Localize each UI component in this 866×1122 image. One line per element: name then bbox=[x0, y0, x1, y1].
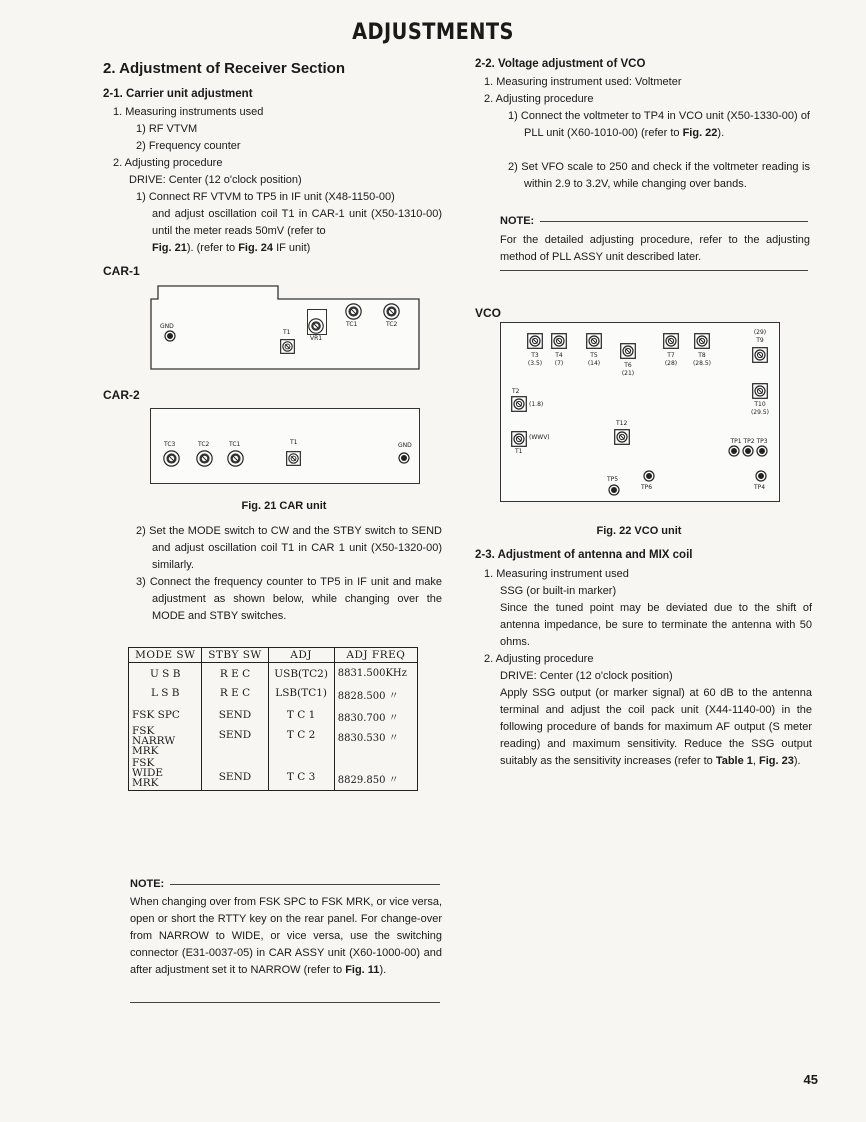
trimmer-icon bbox=[196, 450, 213, 467]
t1-label: T1 bbox=[283, 329, 291, 336]
table-row: FSK WIDE MRK SEND T C 3 8829.850 〃 bbox=[129, 757, 418, 791]
t3-label: T3 bbox=[531, 352, 539, 359]
t1-value: (WWV) bbox=[529, 434, 550, 441]
instrument-line: SSG (or built-in marker) bbox=[500, 585, 617, 597]
table-row: L S B R E C LSB(TC1) 8828.500 〃 bbox=[129, 681, 418, 703]
coil-icon bbox=[586, 333, 602, 349]
table-header: MODE SW bbox=[129, 648, 202, 663]
vco-diagram bbox=[500, 322, 780, 502]
page-title: ADJUSTMENTS bbox=[352, 20, 514, 45]
t12-label: T12 bbox=[616, 420, 628, 427]
car1-label: CAR-1 bbox=[103, 264, 140, 278]
t5-label: T5 bbox=[590, 352, 598, 359]
test-point-icon bbox=[728, 445, 740, 457]
t1-label: T1 bbox=[290, 439, 298, 446]
table-header: ADJ FREQ bbox=[334, 648, 417, 663]
vr1-label: VR1 bbox=[310, 335, 323, 342]
tc2-label: TC2 bbox=[386, 321, 398, 328]
t2-value: (1.8) bbox=[529, 401, 544, 408]
t7-label: T7 bbox=[667, 352, 675, 359]
coil-icon bbox=[663, 333, 679, 349]
coil-icon bbox=[511, 431, 527, 447]
subsection-heading: 2-2. Voltage adjustment of VCO bbox=[475, 58, 646, 70]
table-header: ADJ bbox=[268, 648, 334, 663]
t9-value: (29) bbox=[753, 329, 767, 336]
test-point-icon bbox=[755, 470, 767, 482]
note-heading: NOTE: bbox=[500, 215, 808, 227]
t8-label: T8 bbox=[698, 352, 706, 359]
coil-icon bbox=[752, 383, 768, 399]
figure-caption: Fig. 21 CAR unit bbox=[241, 500, 327, 512]
t8-value: (28.5) bbox=[692, 360, 712, 367]
subsection-heading: 2-3. Adjustment of antenna and MIX coil bbox=[475, 549, 693, 561]
note-rule bbox=[500, 270, 808, 271]
t10-label: T10 bbox=[754, 401, 766, 408]
test-point-icon bbox=[643, 470, 655, 482]
tc3-label: TC3 bbox=[164, 441, 176, 448]
tp4-label: TP4 bbox=[754, 484, 766, 491]
note-rule bbox=[130, 1002, 440, 1003]
vco-step-2: 2) Set VFO scale to 250 and check if the voltmeter reading is within 2.9 to 3.2V, while changing over bands. bbox=[508, 161, 810, 190]
car2-diagram bbox=[150, 408, 420, 484]
coil-icon bbox=[280, 339, 295, 354]
coil-icon bbox=[620, 343, 636, 359]
procedure-text: Apply SSG output (or marker signal) at 60 dB to the antenna terminal and adjust the coil pack unit (X44-1140-00) in the following procedure of bands for maximum AF output (S meter reading) and maximum sensitivity. Reduce the SSG output suitably as the sensitivity increases (refer to Table 1, Fig. 23). bbox=[500, 687, 812, 767]
drive-line: DRIVE: Center (12 o'clock position) bbox=[129, 174, 302, 186]
tc1-label: TC1 bbox=[346, 321, 358, 328]
tp5-label: TP5 bbox=[607, 476, 619, 483]
instrument-note: Since the tuned point may be deviated due to the shift of antenna impedance, be sure to terminate the antenna with 50 ohms. bbox=[500, 602, 812, 648]
step-1-line: 1) Connect RF VTVM to TP5 in IF unit (X48-1150-00) bbox=[136, 191, 395, 203]
test-point-icon bbox=[398, 452, 410, 464]
potentiometer-icon bbox=[308, 318, 324, 334]
fig-ref: Fig. 21 bbox=[152, 242, 187, 254]
test-point-icon bbox=[608, 484, 620, 496]
test-point-icon bbox=[756, 445, 768, 457]
coil-icon bbox=[551, 333, 567, 349]
list-item: 2) Frequency counter bbox=[136, 140, 241, 152]
gnd-label: GND bbox=[160, 323, 174, 330]
coil-icon bbox=[694, 333, 710, 349]
note-text: For the detailed adjusting procedure, refer to the adjusting method of PLL ASSY unit described later. bbox=[500, 234, 810, 263]
t3-value: (3.5) bbox=[527, 360, 543, 367]
fig-ref: Fig. 22 bbox=[682, 127, 718, 139]
t5-value: (14) bbox=[587, 360, 601, 367]
car2-label: CAR-2 bbox=[103, 388, 140, 402]
coil-icon bbox=[527, 333, 543, 349]
tp123-label: TP1 TP2 TP3 bbox=[730, 438, 768, 445]
t10-value: (29.5) bbox=[750, 409, 770, 416]
fig-ref: Fig. 11 bbox=[345, 964, 380, 976]
list-item: 2. Adjusting procedure bbox=[113, 157, 223, 169]
note-text: When changing over from FSK SPC to FSK MRK, or vice versa, open or short the RTTY key on the rear panel. For change-over from NARROW to WIDE, or vice versa, use the switching connector (E31-0037-05) in CAR ASSY unit (X60-1000-00) and after adjustment set it to NARROW (refer to Fig. 11). bbox=[130, 896, 442, 976]
coil-icon bbox=[614, 429, 630, 445]
drive-line: DRIVE: Center (12 o'clock position) bbox=[500, 670, 673, 682]
fig-ref: Fig. 24 bbox=[238, 242, 274, 254]
trimmer-icon bbox=[163, 450, 180, 467]
t1-label: T1 bbox=[515, 448, 523, 455]
list-item: 1) RF VTVM bbox=[136, 123, 198, 135]
car1-diagram bbox=[150, 285, 420, 370]
list-item: 1. Measuring instruments used bbox=[113, 106, 264, 118]
table-row: FSK NARRW MRK SEND T C 2 8830.530 〃 bbox=[129, 725, 418, 757]
list-item: 2. Adjusting procedure bbox=[484, 93, 594, 105]
figure-caption: Fig. 22 VCO unit bbox=[596, 525, 682, 537]
t7-value: (28) bbox=[664, 360, 678, 367]
table-ref: Table 1 bbox=[715, 755, 753, 767]
t6-label: T6 bbox=[624, 362, 632, 369]
gnd-label: GND bbox=[398, 442, 412, 449]
trimmer-icon bbox=[227, 450, 244, 467]
page-number: 45 bbox=[803, 1072, 818, 1087]
t4-value: (7) bbox=[554, 360, 564, 367]
t4-label: T4 bbox=[555, 352, 563, 359]
step-2: 2) Set the MODE switch to CW and the STBY switch to SEND and adjust oscillation coil T1 in CAR 1 unit (X50-1320-00) similarly. bbox=[136, 525, 442, 571]
tp6-label: TP6 bbox=[641, 484, 653, 491]
table-row: FSK SPC SEND T C 1 8830.700 〃 bbox=[129, 703, 418, 725]
vco-label: VCO bbox=[475, 306, 502, 320]
adjustment-table bbox=[128, 647, 418, 791]
test-point-icon bbox=[742, 445, 754, 457]
step-3: 3) Connect the frequency counter to TP5 in IF unit and make adjustment as shown below, while changing over the MODE and STBY switches. bbox=[136, 576, 442, 622]
table-header: STBY SW bbox=[202, 648, 268, 663]
list-item: 2. Adjusting procedure bbox=[484, 653, 594, 665]
section-heading: 2. Adjustment of Receiver Section bbox=[103, 60, 346, 77]
subsection-heading: 2-1. Carrier unit adjustment bbox=[103, 88, 253, 100]
list-item: 1. Measuring instrument used bbox=[484, 568, 629, 580]
coil-icon bbox=[511, 396, 527, 412]
t6-value: (21) bbox=[621, 370, 635, 377]
trimmer-icon bbox=[383, 303, 400, 320]
step-1: 1) Connect RF VTVM to TP5 in IF unit (X48-1150-00) and adjust oscillation coil T1 in CAR-1 unit (X50-1310-00) until the meter reads 50mV (refer to Fig. 21). (refer to Fig. 24 IF unit) bbox=[136, 191, 442, 254]
list-item: 1. Measuring instrument used: Voltmeter bbox=[484, 76, 682, 88]
table-row: U S B R E C USB(TC2) 8831.500KHz bbox=[129, 663, 418, 682]
t9-label: T9 bbox=[756, 337, 764, 344]
tc1-label: TC1 bbox=[229, 441, 241, 448]
tc2-label: TC2 bbox=[198, 441, 210, 448]
coil-icon bbox=[752, 347, 768, 363]
trimmer-icon bbox=[345, 303, 362, 320]
note-heading: NOTE: bbox=[130, 878, 440, 890]
test-point-icon bbox=[164, 330, 176, 342]
vco-step-1: 1) Connect the voltmeter to TP4 in VCO unit (X50-1330-00) of PLL unit (X60-1010-00) (refer to Fig. 22). bbox=[508, 110, 810, 139]
t2-label: T2 bbox=[512, 388, 520, 395]
coil-icon bbox=[286, 451, 301, 466]
fig-ref: Fig. 23 bbox=[759, 755, 794, 767]
